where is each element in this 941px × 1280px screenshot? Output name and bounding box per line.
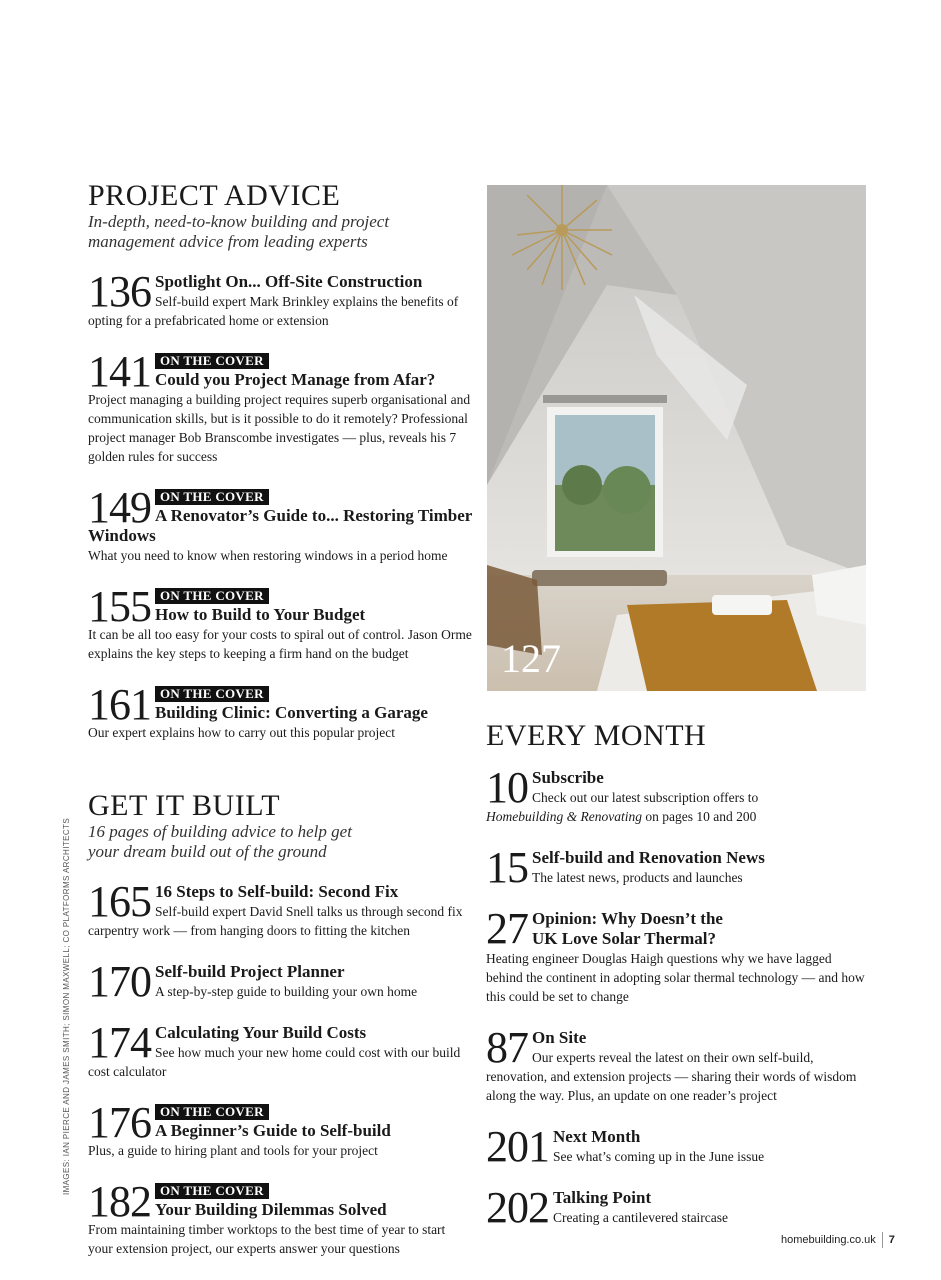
entry-title: Your Building Dilemmas Solved	[155, 1200, 387, 1219]
page-number: 10	[486, 763, 528, 812]
list-item[interactable]	[88, 1098, 473, 1160]
page-number: 170	[88, 957, 151, 1006]
entry-title: Subscribe	[532, 768, 604, 787]
right-column	[486, 719, 866, 1232]
page-number: 149	[88, 483, 151, 532]
cover-badge: ON THE COVER	[155, 489, 269, 505]
list-item[interactable]	[486, 1122, 866, 1171]
photo-page-number: 127	[501, 636, 561, 681]
page-number: 176	[88, 1098, 151, 1147]
page-number: 165	[88, 877, 151, 926]
get-it-built-title: GET IT BUILT	[88, 789, 281, 822]
page-number: 136	[88, 267, 151, 316]
left-column	[88, 180, 473, 1258]
list-item[interactable]	[486, 843, 866, 892]
list-item[interactable]	[88, 582, 473, 663]
entry-title: Next Month	[553, 1127, 641, 1146]
image-credit: IMAGES: IAN PIERCE AND JAMES SMITH; SIMON MAXWELL; CO PLATFORMS ARCHITECTS	[62, 817, 71, 1195]
list-item[interactable]	[486, 1183, 866, 1232]
entry-body: Self-build expert David Snell talks us through second fix carpentry work — from hanging doors to fitting the kitchen	[88, 904, 463, 938]
cover-badge: ON THE COVER	[155, 353, 269, 369]
list-item[interactable]	[88, 1177, 473, 1258]
list-item[interactable]	[88, 347, 473, 466]
cover-badge: ON THE COVER	[155, 1104, 269, 1120]
entry-body: A step-by-step guide to building your own home	[155, 984, 418, 999]
project-advice-subtitle: In-depth, need-to-know building and project management advice from leading experts	[88, 212, 390, 251]
page-number: 202	[486, 1183, 549, 1232]
entry-body: What you need to know when restoring windows in a period home	[88, 548, 448, 563]
every-month-title: EVERY MONTH	[486, 719, 707, 752]
entry-body: Plus, a guide to hiring plant and tools for your project	[88, 1143, 378, 1158]
entry-title: How to Build to Your Budget	[155, 605, 366, 624]
list-item[interactable]	[88, 957, 473, 1006]
entry-title: Calculating Your Build Costs	[155, 1023, 367, 1042]
list-item[interactable]	[88, 680, 473, 742]
page-number: 174	[88, 1018, 151, 1067]
entry-title: On Site	[532, 1028, 587, 1047]
page-number: 161	[88, 680, 151, 729]
footer-divider	[882, 1232, 883, 1248]
entry-body: From maintaining timber worktops to the best time of year to start your extension project, our experts answer your questions	[88, 1222, 446, 1256]
site-url[interactable]: homebuilding.co.uk	[781, 1233, 876, 1246]
list-item[interactable]	[486, 763, 866, 826]
entry-title: A Renovator’s Guide to... Restoring Timber Windows	[88, 506, 473, 545]
project-advice-title: PROJECT ADVICE	[88, 179, 341, 212]
entry-body: It can be all too easy for your costs to spiral out of control. Jason Orme explains the key steps to keeping a firm hand on the budget	[88, 627, 472, 661]
list-item[interactable]	[88, 483, 473, 565]
entry-body: The latest news, products and launches	[532, 870, 743, 885]
page-number: 201	[486, 1122, 549, 1171]
entry-title: Self-build Project Planner	[155, 962, 345, 981]
entry-body: See how much your new home could cost with our build cost calculator	[88, 1045, 461, 1079]
entry-title: Spotlight On... Off-Site Construction	[155, 272, 423, 291]
entry-body: Our experts reveal the latest on their own self-build, renovation, and extension projects — sharing their words of wisdom along the way. Plus, an update on one reader’s project	[486, 1050, 857, 1103]
list-item[interactable]	[486, 1023, 866, 1105]
folio: 7	[888, 1233, 895, 1246]
entry-title: Building Clinic: Converting a Garage	[155, 703, 428, 722]
entry-body: Check out our latest subscription offers to Homebuilding & Renovating on pages 10 and 200	[486, 790, 759, 824]
page-number: 155	[88, 582, 151, 631]
page-number: 15	[486, 843, 528, 892]
get-it-built-subtitle: 16 pages of building advice to help get your dream build out of the ground	[88, 822, 352, 861]
cover-badge: ON THE COVER	[155, 588, 269, 604]
cover-badge: ON THE COVER	[155, 686, 269, 702]
page-number: 141	[88, 347, 151, 396]
entry-title: Self-build and Renovation News	[532, 848, 765, 867]
entry-title: Opinion: Why Doesn’t the UK Love Solar Thermal?	[532, 909, 723, 948]
entry-body: Project managing a building project requires superb organisational and communication skills, but is it possible to do it remotely? Professional project manager Bob Branscombe investigates — plus, reveals his 7 golden rules for success	[88, 392, 471, 464]
entry-title: Talking Point	[553, 1188, 652, 1207]
entry-body: Creating a cantilevered staircase	[553, 1210, 729, 1225]
entry-title: Could you Project Manage from Afar?	[155, 370, 436, 389]
bedroom-illustration	[487, 185, 866, 691]
entry-title: A Beginner’s Guide to Self-build	[155, 1121, 391, 1140]
list-item[interactable]	[88, 267, 473, 330]
entry-body: Our expert explains how to carry out this popular project	[88, 725, 396, 740]
page-number: 87	[486, 1023, 528, 1072]
page-number: 182	[88, 1177, 151, 1226]
entry-body: Self-build expert Mark Brinkley explains the benefits of opting for a prefabricated home or extension	[88, 294, 459, 328]
entry-body: See what’s coming up in the June issue	[553, 1149, 765, 1164]
page-number: 27	[486, 904, 528, 953]
loft-bedroom-photo	[487, 185, 866, 691]
entry-title: 16 Steps to Self-build: Second Fix	[155, 882, 399, 901]
list-item[interactable]	[486, 904, 866, 1006]
list-item[interactable]	[88, 1018, 473, 1081]
list-item[interactable]	[88, 877, 473, 940]
page-footer	[781, 1232, 895, 1248]
entry-body: Heating engineer Douglas Haigh questions why we have lagged behind the continent in adopting solar thermal technology — and how this could be set to change	[486, 951, 865, 1004]
cover-badge: ON THE COVER	[155, 1183, 269, 1199]
